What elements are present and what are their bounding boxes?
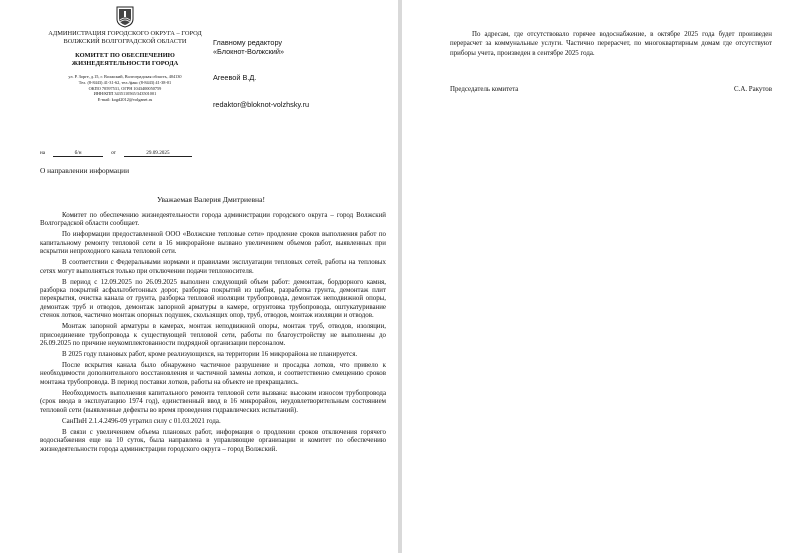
letter-subject: О направлении информации (40, 166, 130, 175)
recipient-outlet: «Блокнот-Волжский» (213, 47, 285, 57)
body-paragraph: В связи с увеличением объема плановых работ, информация о продлении сроков отключения горячего водоснабжения еще на 10 суток, была направлена в управляющие организации и комитет по обеспечению жизнедеятельности города администрации городского округа – город Волжский. (40, 428, 386, 453)
body-paragraph: СанПиН 2.1.4.2496-09 утратил силу с 01.03.2021 года. (62, 417, 221, 425)
signature-block (450, 86, 772, 93)
letterhead-committee: КОМИТЕТ ПО ОБЕСПЕЧЕНИЮ ЖИЗНЕДЕЯТЕЛЬНОСТИ ГОРОДА (71, 52, 179, 67)
letterhead-details (36, 74, 214, 102)
registration-date: 29.09.2025 (124, 150, 192, 157)
body-paragraph: По информации предоставленной ООО «Волжские тепловые сети» продление сроков выполнения работ по капитальному ремонту тепловой сети в 16 микрорайоне вызвано увеличением объемов работ, выявленных при вскрытии непроходного канала тепловой сети. (40, 231, 386, 256)
registration-number: б/н (53, 150, 103, 157)
letterhead-phone: Тел. (8-8443) 41-31-62, тел./факс (8-8443) 41-38-01 (78, 79, 172, 85)
letterhead-okpo: ОКПО 70597531, ОГРН 1043400050759 (88, 85, 162, 91)
letterhead (36, 6, 214, 102)
salutation: Уважаемая Валерия Дмитриевна! (156, 195, 266, 204)
letterhead-inn: ИНН/КПП 3435110565/343501001 (93, 91, 157, 97)
recipient-block (213, 38, 393, 110)
body-paragraph: После вскрытия канала было обнаружено частичное разрушение и просадка лотков, что привело к необходимости дополнительного восстановления и частичной замены лотков, и соответственно смещению сроков монтажа трубопровода. В период поставки лотков, работы на объекте не прекращались. (40, 362, 386, 386)
body-paragraph: В соответствии с Федеральными нормами и правилами эксплуатации тепловых сетей, работы на тепловых сетях могут выполняться только при отключении подачи теплоносителя. (40, 259, 386, 275)
registration-line (40, 150, 192, 157)
letterhead-email: E-mail: kogd2012@volganet.ru (97, 96, 153, 102)
body-paragraph: Монтаж запорной арматуры в камерах, монтаж неподвижной опоры, монтаж труб, отводов, изоляции, присоединение трубопровода к существующей тепловой сети, работы по благоустройству не выполнены до 26.09.2025 по причине неукомплектованности подрядной организации персоналом. (40, 323, 386, 348)
body-paragraph: Комитет по обеспечению жизнедеятельности города администрации городского округа – город Волжский Волгоградской области сообщает. (40, 212, 386, 228)
registration-prefix: на (40, 150, 46, 156)
recipient-position: Главному редактору (213, 38, 283, 47)
signature-position: Председатель комитета (450, 86, 519, 93)
letter-page-1 (0, 0, 398, 553)
page2-paragraph: По адресам, где отсутствовало горячее водоснабжение, в октябре 2025 года будет произведен перерасчет за коммунальные услуги. Частично перерасчет, по многоквартирным домам где отсутствуют приборы учета, произведен в сентябре 2025 года. (450, 31, 772, 57)
recipient-name: Агеевой В.Д. (213, 72, 257, 82)
body-paragraph: В период с 12.09.2025 по 26.09.2025 выполнен следующий объем работ: демонтаж, бордюрного камня, разборка покрытий асфальтобетонных дорог, разборка покрытий из щебня, разработка грунта, демонтаж плит перекрытия, очистка канала от грунта, разборка тепловой изоляции трубопровода, демонтаж неподвижной опоры, демонтаж труб и отводов, демонтаж запорной арматуры в камере, огрунтовка трубопровода, оштукатуривание стенок лотков, частично монтаж опорных подушек, скользящих опор, труб, отводов, монтаж изоляции и отводов. (40, 278, 386, 320)
city-emblem-icon (116, 6, 134, 28)
body-paragraph: В 2025 году плановых работ, кроме реализующихся, на территории 16 микрорайона не планируется. (62, 351, 358, 359)
signature-name: С.А. Ракутов (734, 86, 772, 93)
recipient-email: redaktor@bloknot-volzhsky.ru (213, 100, 310, 110)
letter-page-2 (402, 0, 800, 553)
registration-from: от (111, 150, 116, 156)
letterhead-address: ул. Р. Зорге, д.15, г. Волжский, Волгоградская область, 404130 (68, 74, 182, 80)
body-paragraph: Необходимость выполнения капитального ремонта тепловой сети вызвана: высоким износом трубопровода (срок ввода в эксплуатацию 1974 год), единственный ввод в 16 микрорайон, неудовлетворительным состоянием тепловой сети (выявленные дефекты во время проведения гидравлических испытаний). (40, 389, 386, 414)
letter-body (40, 212, 386, 457)
letterhead-org: АДМИНИСТРАЦИЯ ГОРОДСКОГО ОКРУГА – ГОРОД ВОЛЖСКИЙ ВОЛГОГРАДСКОЙ ОБЛАСТИ (48, 30, 202, 45)
